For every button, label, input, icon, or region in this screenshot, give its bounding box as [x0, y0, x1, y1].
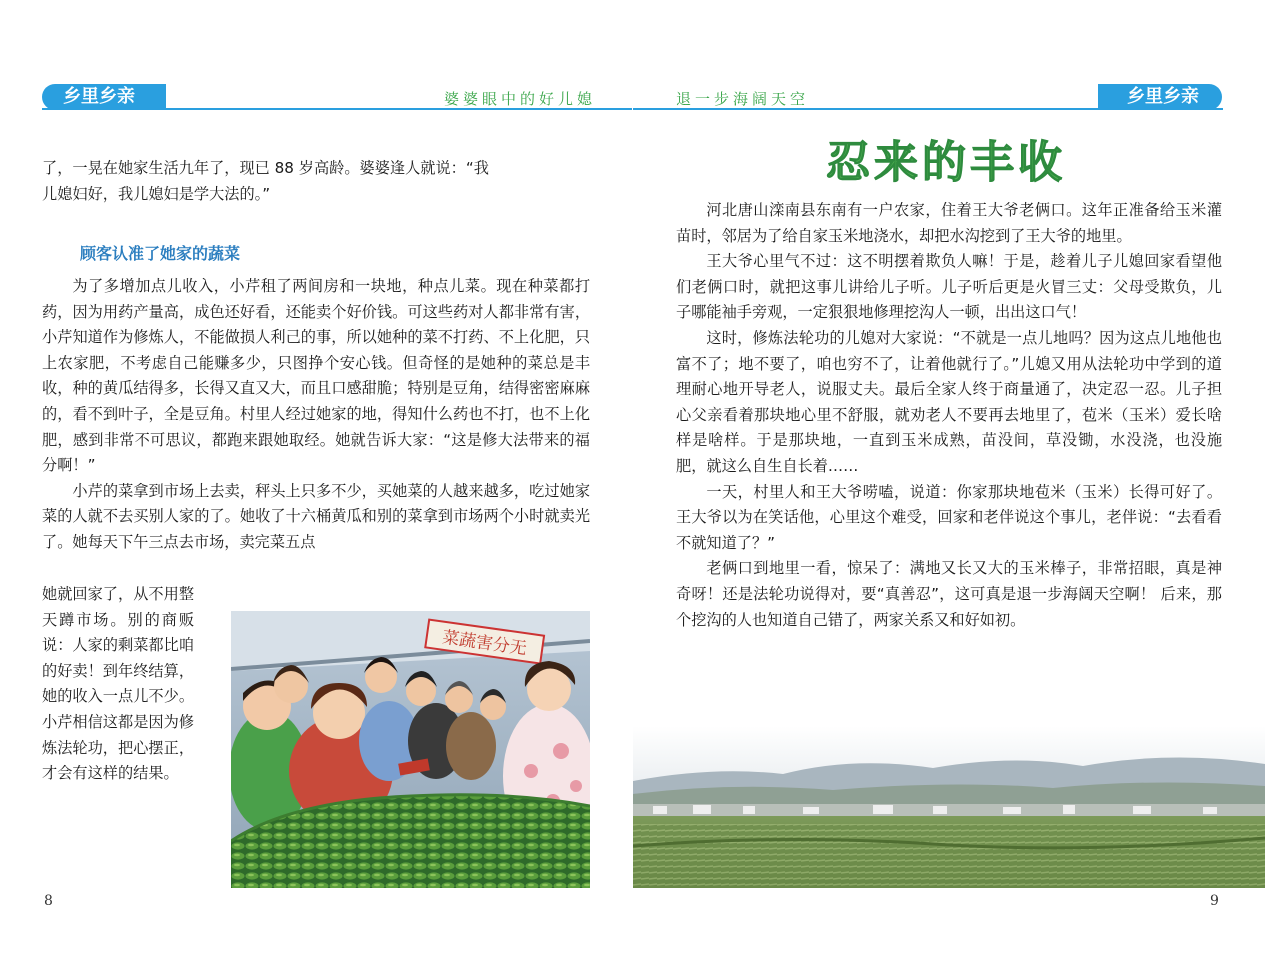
right-main-text	[676, 198, 1222, 633]
right-paragraph-1: 河北唐山滦南县东南有一户农家，住着王大爷老俩口。这年正准备给玉米灌苗时，邻居为了给自家玉米地浇水，却把水沟挖到了王大爷的地里。	[676, 201, 1222, 245]
right-paragraph-4: 一天，村里人和王大爷唠嗑，说道：你家那块地苞米（玉米）长得可好了。王大爷以为在笑话他，心里这个难受，回家和老伴说这个事儿，老伴说：“去看看不就知道了？”	[676, 482, 1222, 552]
left-main-text	[42, 274, 590, 556]
page-number-left: 8	[44, 893, 53, 909]
stall-sign-text: 菜蔬害分无	[440, 627, 528, 660]
intro-line-2: 儿媳妇好，我儿媳妇是学大法的。”	[42, 184, 271, 203]
left-paragraph-2: 小芹的菜拿到市场上去卖，秤头上只多不少，买她菜的人越来越多，吃过她家菜的人就不去买别人家的了。她收了十六桶黄瓜和别的菜拿到市场两个小时就卖光了。她每天下午三点去市场，卖完菜五点	[42, 481, 590, 551]
left-intro-text	[42, 156, 590, 207]
right-paragraph-3: 这时，修炼法轮功的儿媳对大家说：“不就是一点儿地吗？因为这点儿地他也富不了；地不要了，咱也穷不了，让着他就行了。”儿媳又用从法轮功中学到的道理耐心地开导老人，说服丈夫。最后全家人终于商量通了，决定忍一忍。儿子担心父亲看着那块地心里不舒服，就劝老人不要再去地里了，苞米（玉米）爱长啥样是啥样。于是那块地，一直到玉米成熟，苗没间，草没锄，水没浇，也没施肥，就这么自生自长着……	[676, 328, 1222, 475]
narrow-paragraph: 她就回家了，从不用整天蹲市场。别的商贩说：人家的剩菜都比咱的好卖！到年终结算，她的收入一点儿不少。小芹相信这都是因为修炼法轮功，把心摆正，才会有这样的结果。	[42, 585, 194, 783]
cornfield-photo	[633, 726, 1265, 888]
section-tag-left: 乡里乡亲	[42, 84, 166, 110]
header-title-left: 婆婆眼中的好儿媳	[444, 90, 597, 108]
section-tag-right: 乡里乡亲	[1098, 84, 1222, 110]
left-paragraph-1: 为了多增加点儿收入，小芹租了两间房和一块地，种点儿菜。现在种菜都打药，因为用药产量高，成色还好看，还能卖个好价钱。可这些药对人都非常有害，小芹知道作为修炼人，不能做损人利己的事，所以她种的菜不打药、不上化肥，只上农家肥，不考虑自己能赚多少，只图挣个安心钱。但奇怪的是她种的菜总是丰收，种的黄瓜结得多，长得又直又大，而且口感甜脆；特别是豆角，结得密密麻麻的，看不到叶子，全是豆角。村里人经过她家的地，得知什么药也不打，也不上化肥，感到非常不可思议，都跑来跟她取经。她就告诉大家：“这是修大法带来的福分啊！”	[42, 277, 590, 475]
intro-line-1: 了，一晃在她家生活九年了，现已 88 岁高龄。婆婆逢人就说：“我	[42, 159, 489, 177]
right-paragraph-2: 王大爷心里气不过：这不明摆着欺负人嘛！于是，趁着儿子儿媳回家看望他们老俩口时，就把这事儿讲给儿子听。儿子听后更是火冒三丈：父母受欺负，儿子哪能袖手旁观，一定狠狠地修理挖沟人一顿，出出这口气！	[676, 252, 1222, 322]
page-number-right: 9	[1210, 893, 1219, 909]
header-title-right: 退一步海阔天空	[676, 90, 810, 108]
right-paragraph-5: 老俩口到地里一看，惊呆了：满地又长又大的玉米棒子，非常招眼，真是神奇呀！还是法轮功说得对，要“真善忍”，这可真是退一步海阔天空啊！ 后来，那个挖沟的人也知道自己错了，两家关系又和好如初。	[676, 559, 1222, 629]
article-title: 忍来的丰收	[826, 137, 1066, 188]
left-narrow-text	[42, 582, 194, 787]
section-heading: 顾客认准了她家的蔬菜	[80, 244, 241, 263]
market-illustration	[231, 611, 590, 888]
